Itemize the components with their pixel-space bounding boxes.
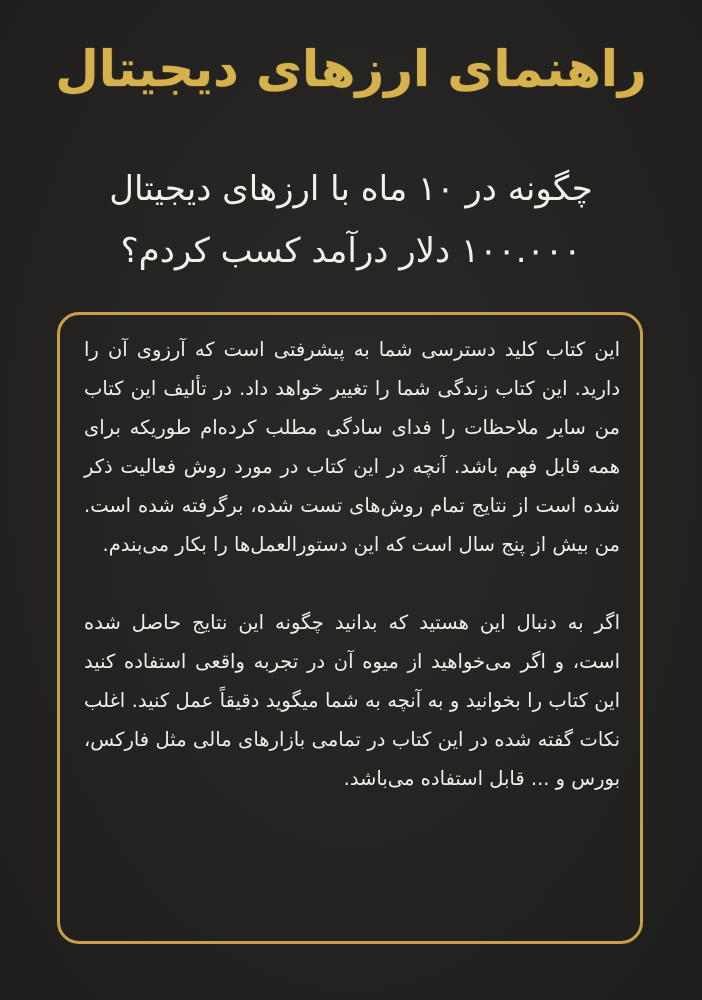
description-text bbox=[84, 330, 620, 798]
book-title: راهنمای ارزهای دیجیتال bbox=[55, 40, 647, 98]
description-paragraph: اگر به دنبال این هستید که بدانید چگونه این نتایج حاصل شده است، و اگر می‌خواهید از میوه آن در تجربه واقعی استفاده کنید این کتاب را بخوانید و به آنچه به شما میگوید دقیقاً عمل کنید. اغلب نکات گفته شده در این کتاب در تمامی بازارهای مالی مثل فارکس، بورس و ... قابل استفاده می‌باشد. bbox=[84, 611, 620, 790]
subtitle-line: چگونه در ۱۰ ماه با ارزهای دیجیتال bbox=[109, 169, 593, 209]
subtitle-line: ۱۰۰.۰۰۰ دلار درآمد کسب کردم؟ bbox=[120, 231, 582, 271]
description-paragraph: این کتاب کلید دسترسی شما به پیشرفتی است که آرزوی آن را دارید. این کتاب زندگی شما را تغییر خواهد داد. در تألیف این کتاب من سایر ملاحظات را فدای سادگی مطلب کرده‌ام طوریکه برای همه قابل فهم باشد. آنچه در این کتاب در مورد روش فعالیت ذکر شده است از نتایج تمام روش‌های تست شده، برگرفته شده است. من بیش از پنج سال است که این دستورالعمل‌ها را بکار می‌بندم. bbox=[84, 338, 620, 556]
book-subtitle bbox=[60, 158, 642, 282]
